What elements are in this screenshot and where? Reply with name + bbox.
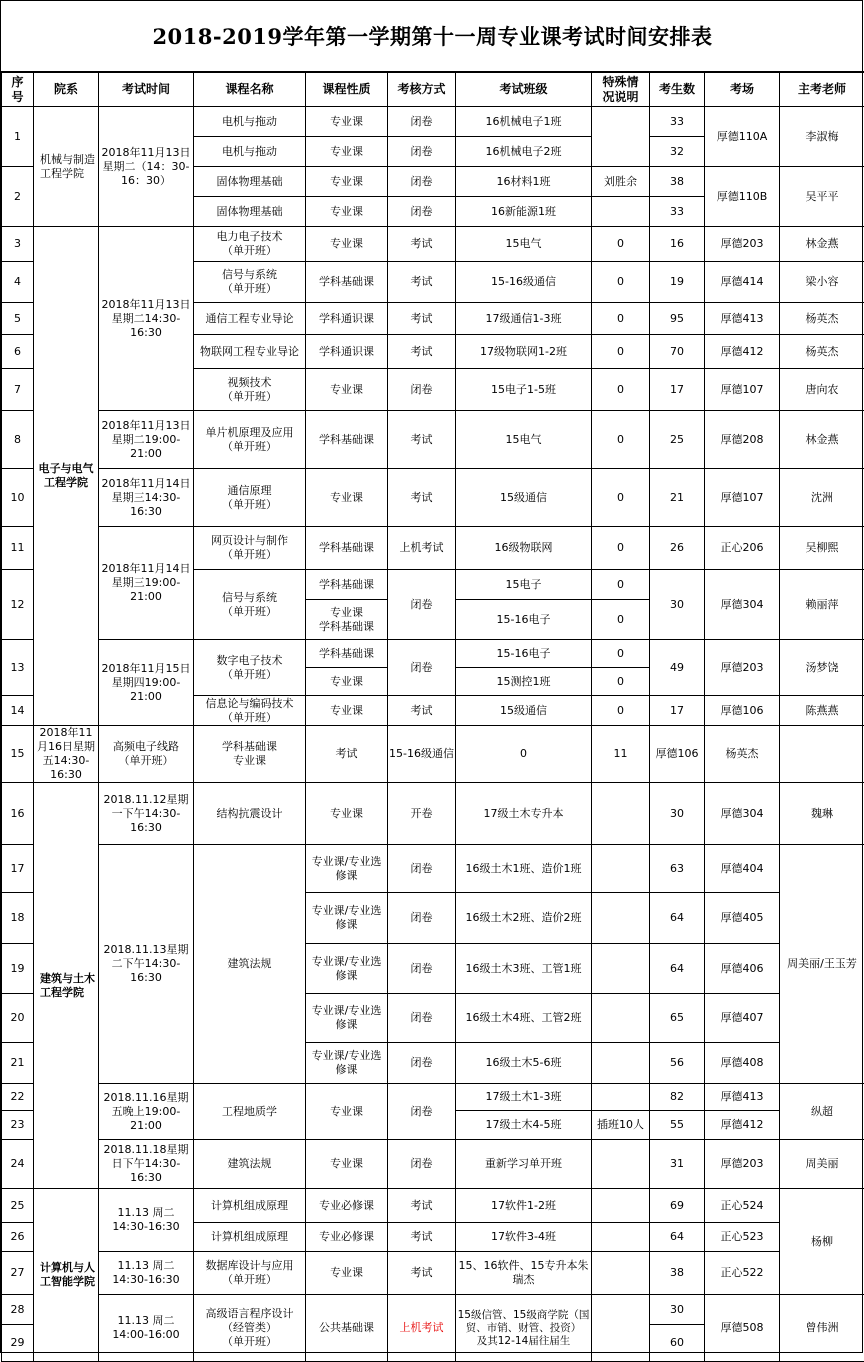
special-cell	[592, 893, 650, 944]
table-row	[2, 726, 864, 783]
seq-cell: 17	[2, 845, 34, 893]
seq-cell: 8	[2, 411, 34, 469]
nature-cell: 专业课	[306, 1140, 388, 1189]
count-cell: 70	[650, 335, 705, 369]
seq-cell: 16	[2, 783, 34, 845]
count-cell: 65	[650, 994, 705, 1043]
nature-cell: 专业课/专业选修课	[306, 1043, 388, 1084]
teacher-cell: 纵超	[780, 1084, 864, 1140]
nature-cell: 专业课	[306, 1252, 388, 1295]
header-row	[2, 73, 864, 107]
course-cell: 信号与系统 （单开班）	[194, 570, 306, 640]
course-cell: 电机与拖动	[194, 137, 306, 167]
time-cell: 2018年11月14日星期三19:00-21:00	[99, 527, 194, 640]
count-cell: 16	[650, 227, 705, 262]
header-special: 特殊情 况说明	[592, 73, 650, 107]
seq-cell: 19	[2, 944, 34, 994]
special-cell	[592, 197, 650, 227]
count-cell: 49	[650, 640, 705, 696]
special-cell	[592, 1084, 650, 1111]
teacher-cell: 吴柳熙	[780, 527, 864, 570]
count-cell: 38	[650, 167, 705, 197]
teacher-cell: 林金燕	[780, 227, 864, 262]
teacher-cell: 汤梦饶	[780, 640, 864, 696]
dept-cell: 机械与制造工程学院	[34, 107, 99, 227]
room-cell: 厚德107	[705, 369, 780, 411]
header-teacher: 主考老师	[780, 73, 864, 107]
method-cell: 开卷	[388, 783, 456, 845]
count-cell: 30	[650, 1295, 705, 1325]
class-cell: 15电子1-5班	[456, 369, 592, 411]
count-cell: 21	[650, 469, 705, 527]
class-cell: 16级物联网	[456, 527, 592, 570]
class-cell: 15-16电子	[456, 600, 592, 640]
course-cell: 高级语言程序设计 （经管类） （单开班）	[194, 1295, 306, 1362]
count-cell: 33	[650, 107, 705, 137]
method-cell: 上机考试	[388, 527, 456, 570]
course-cell: 网页设计与制作 （单开班）	[194, 527, 306, 570]
room-cell: 厚德110A	[705, 107, 780, 167]
room-cell: 厚德508	[705, 1295, 780, 1362]
time-cell: 2018.11.12星期一下午14:30-16:30	[99, 783, 194, 845]
method-cell: 闭卷	[388, 1084, 456, 1140]
special-cell: 0	[592, 696, 650, 726]
special-cell: 0	[592, 640, 650, 668]
method-cell: 考试	[388, 1252, 456, 1295]
class-cell: 16级土木4班、工管2班	[456, 994, 592, 1043]
seq-cell: 11	[2, 527, 34, 570]
seq-cell: 5	[2, 303, 34, 335]
nature-cell: 学科基础课	[306, 262, 388, 303]
table-row	[2, 1084, 864, 1111]
exam-schedule-table	[1, 72, 864, 1362]
method-cell: 闭卷	[388, 893, 456, 944]
class-cell: 16级土木1班、造价1班	[456, 845, 592, 893]
class-cell: 15电气	[456, 227, 592, 262]
class-cell: 15-16级通信	[456, 262, 592, 303]
class-cell: 17级物联网1-2班	[456, 335, 592, 369]
special-cell	[592, 1140, 650, 1189]
method-cell: 闭卷	[388, 640, 456, 696]
class-cell: 17级通信1-3班	[456, 303, 592, 335]
teacher-cell: 林金燕	[780, 411, 864, 469]
count-cell: 69	[650, 1189, 705, 1223]
header-course: 课程名称	[194, 73, 306, 107]
count-cell: 25	[650, 411, 705, 469]
course-cell: 数字电子技术 （单开班）	[194, 640, 306, 696]
room-cell: 厚德203	[705, 1140, 780, 1189]
room-cell: 厚德208	[705, 411, 780, 469]
teacher-cell: 李淑梅	[780, 107, 864, 167]
header-seq: 序 号	[2, 73, 34, 107]
special-cell: 0	[592, 411, 650, 469]
nature-cell: 专业必修课	[306, 1223, 388, 1252]
special-cell	[592, 944, 650, 994]
nature-cell: 专业课	[306, 668, 388, 696]
seq-cell: 26	[2, 1223, 34, 1252]
special-cell: 0	[592, 668, 650, 696]
course-cell: 工程地质学	[194, 1084, 306, 1140]
count-cell: 31	[650, 1140, 705, 1189]
course-cell: 数据库设计与应用 （单开班）	[194, 1252, 306, 1295]
course-cell: 单片机原理及应用 （单开班）	[194, 411, 306, 469]
course-cell: 物联网工程专业导论	[194, 335, 306, 369]
room-cell: 厚德107	[705, 469, 780, 527]
method-cell: 闭卷	[388, 137, 456, 167]
seq-cell: 27	[2, 1252, 34, 1295]
seq-cell: 7	[2, 369, 34, 411]
teacher-cell: 曾伟洲	[780, 1295, 864, 1362]
room-cell: 正心206	[705, 527, 780, 570]
seq-cell: 1	[2, 107, 34, 167]
seq-cell: 13	[2, 640, 34, 696]
special-cell	[592, 845, 650, 893]
nature-cell: 专业课	[306, 1084, 388, 1140]
room-cell: 厚德110B	[705, 167, 780, 227]
count-cell: 26	[650, 527, 705, 570]
class-cell: 15电气	[456, 411, 592, 469]
seq-cell: 22	[2, 1084, 34, 1111]
room-cell: 厚德106	[650, 726, 705, 783]
time-cell: 2018年11月13日星期二14:30-16:30	[99, 227, 194, 411]
room-cell: 厚德413	[705, 303, 780, 335]
dept-cell: 计算机与人工智能学院	[34, 1189, 99, 1362]
teacher-cell: 赖丽萍	[780, 570, 864, 640]
method-cell: 闭卷	[388, 1140, 456, 1189]
room-cell: 厚德408	[705, 1043, 780, 1084]
teacher-cell: 杨柳	[780, 1189, 864, 1295]
room-cell: 厚德304	[705, 570, 780, 640]
nature-cell: 学科基础课	[306, 640, 388, 668]
class-cell: 16级土木3班、工管1班	[456, 944, 592, 994]
nature-cell: 学科基础课	[306, 527, 388, 570]
special-cell: 插班10人	[592, 1111, 650, 1140]
teacher-cell: 杨英杰	[705, 726, 780, 783]
count-cell: 17	[650, 369, 705, 411]
seq-cell: 29	[2, 1325, 34, 1362]
table-row	[2, 469, 864, 527]
special-cell: 0	[592, 469, 650, 527]
room-cell: 厚德412	[705, 335, 780, 369]
method-cell: 考试	[388, 262, 456, 303]
method-cell: 考试	[388, 469, 456, 527]
class-cell: 17级土木专升本	[456, 783, 592, 845]
room-cell: 正心524	[705, 1189, 780, 1223]
teacher-cell: 沈洲	[780, 469, 864, 527]
room-cell: 厚德304	[705, 783, 780, 845]
special-cell: 0	[592, 600, 650, 640]
nature-cell: 学科通识课	[306, 303, 388, 335]
seq-cell: 21	[2, 1043, 34, 1084]
dept-cell: 电子与电气工程学院	[34, 227, 99, 726]
special-cell: 0	[592, 527, 650, 570]
nature-cell: 学科基础课	[306, 411, 388, 469]
class-cell: 16机械电子2班	[456, 137, 592, 167]
time-cell: 2018年11月13日星期二19:00-21:00	[99, 411, 194, 469]
count-cell: 38	[650, 1252, 705, 1295]
nature-cell: 专业课/专业选修课	[306, 944, 388, 994]
course-cell: 通信工程专业导论	[194, 303, 306, 335]
special-cell: 0	[592, 262, 650, 303]
nature-cell: 专业课	[306, 197, 388, 227]
course-cell: 电机与拖动	[194, 107, 306, 137]
seq-cell: 24	[2, 1140, 34, 1189]
seq-cell: 14	[2, 696, 34, 726]
count-cell: 56	[650, 1043, 705, 1084]
teacher-cell: 吴平平	[780, 167, 864, 227]
class-cell: 15级通信	[456, 469, 592, 527]
count-cell: 64	[650, 944, 705, 994]
seq-cell: 23	[2, 1111, 34, 1140]
method-cell: 考试	[388, 696, 456, 726]
method-cell: 闭卷	[388, 845, 456, 893]
teacher-cell: 陈燕燕	[780, 696, 864, 726]
room-cell: 厚德203	[705, 640, 780, 696]
class-cell: 15级通信	[456, 696, 592, 726]
nature-cell: 专业课/专业选修课	[306, 994, 388, 1043]
table-row	[2, 783, 864, 845]
room-cell: 正心523	[705, 1223, 780, 1252]
method-cell: 考试	[388, 1189, 456, 1223]
special-cell: 0	[592, 570, 650, 600]
nature-cell: 学科通识课	[306, 335, 388, 369]
method-cell: 闭卷	[388, 944, 456, 994]
nature-cell: 专业课	[306, 469, 388, 527]
teacher-cell: 周美丽/王玉芳	[780, 845, 864, 1084]
time-cell: 2018.11.16星期五晚上19:00-21:00	[99, 1084, 194, 1140]
special-cell	[592, 994, 650, 1043]
count-cell: 32	[650, 137, 705, 167]
seq-cell: 6	[2, 335, 34, 369]
class-cell: 16材料1班	[456, 167, 592, 197]
time-cell: 2018年11月16日星期五14:30-16:30	[34, 726, 99, 783]
page-title: 2018-2019学年第一学期第十一周专业课考试时间安排表	[1, 1, 864, 72]
count-cell: 60	[650, 1325, 705, 1362]
method-cell: 闭卷	[388, 369, 456, 411]
count-cell: 95	[650, 303, 705, 335]
teacher-cell: 杨英杰	[780, 335, 864, 369]
special-cell: 0	[592, 369, 650, 411]
seq-cell: 18	[2, 893, 34, 944]
method-cell: 考试	[388, 1223, 456, 1252]
room-cell: 厚德406	[705, 944, 780, 994]
header-nature: 课程性质	[306, 73, 388, 107]
class-cell: 16新能源1班	[456, 197, 592, 227]
class-cell: 16机械电子1班	[456, 107, 592, 137]
method-cell: 考试	[388, 227, 456, 262]
table-row	[2, 527, 864, 570]
room-cell: 厚德407	[705, 994, 780, 1043]
count-cell: 64	[650, 1223, 705, 1252]
nature-cell: 专业课	[306, 783, 388, 845]
class-cell: 15-16级通信	[388, 726, 456, 783]
room-cell: 厚德404	[705, 845, 780, 893]
table-row	[2, 107, 864, 137]
seq-cell: 20	[2, 994, 34, 1043]
header-method: 考核方式	[388, 73, 456, 107]
class-cell: 17级土木4-5班	[456, 1111, 592, 1140]
dept-cell: 建筑与土木工程学院	[34, 783, 99, 1189]
seq-cell: 10	[2, 469, 34, 527]
nature-cell: 专业课/专业选修课	[306, 893, 388, 944]
special-cell	[592, 783, 650, 845]
method-cell: 闭卷	[388, 107, 456, 137]
header-count: 考生数	[650, 73, 705, 107]
nature-cell: 专业课	[306, 167, 388, 197]
seq-cell: 28	[2, 1295, 34, 1325]
class-cell: 17级土木1-3班	[456, 1084, 592, 1111]
room-cell: 厚德405	[705, 893, 780, 944]
time-cell: 2018年11月14日星期三14:30-16:30	[99, 469, 194, 527]
course-cell: 固体物理基础	[194, 197, 306, 227]
class-cell: 重新学习单开班	[456, 1140, 592, 1189]
nature-cell: 专业课	[306, 107, 388, 137]
special-cell: 0	[592, 303, 650, 335]
nature-cell: 专业课	[306, 369, 388, 411]
teacher-cell: 唐向农	[780, 369, 864, 411]
special-cell: 0	[592, 227, 650, 262]
method-cell: 考试	[388, 335, 456, 369]
nature-cell: 专业课 学科基础课	[306, 600, 388, 640]
header-time: 考试时间	[99, 73, 194, 107]
teacher-cell: 杨英杰	[780, 303, 864, 335]
seq-cell: 3	[2, 227, 34, 262]
course-cell: 电力电子技术 （单开班）	[194, 227, 306, 262]
seq-cell: 12	[2, 570, 34, 640]
course-cell: 高频电子线路 （单开班）	[99, 726, 194, 783]
seq-cell: 2	[2, 167, 34, 227]
table-row	[2, 227, 864, 262]
special-cell: 刘胜余	[592, 167, 650, 197]
nature-cell: 学科基础课	[306, 570, 388, 600]
class-cell: 15电子	[456, 570, 592, 600]
class-cell: 17软件3-4班	[456, 1223, 592, 1252]
room-cell: 厚德413	[705, 1084, 780, 1111]
special-cell	[592, 1189, 650, 1223]
room-cell: 厚德412	[705, 1111, 780, 1140]
table-row	[2, 1140, 864, 1189]
time-cell: 2018年11月13日星期二（14：30-16：30）	[99, 107, 194, 227]
special-cell	[592, 1043, 650, 1084]
time-cell: 11.13 周二14:30-16:30	[99, 1189, 194, 1252]
count-cell: 19	[650, 262, 705, 303]
seq-cell: 25	[2, 1189, 34, 1223]
count-cell: 17	[650, 696, 705, 726]
time-cell: 2018.11.13星期二下午14:30-16:30	[99, 845, 194, 1084]
table-row	[2, 1189, 864, 1223]
class-cell: 15级信管、15级商学院（国贸、市销、财管、投资） 及其12-14届往届生	[456, 1295, 592, 1362]
course-cell: 信息论与编码技术 （单开班）	[194, 696, 306, 726]
header-class: 考试班级	[456, 73, 592, 107]
method-cell: 考试	[388, 411, 456, 469]
special-cell	[592, 1252, 650, 1295]
count-cell: 30	[650, 570, 705, 640]
class-cell: 16级土木2班、造价2班	[456, 893, 592, 944]
seq-cell: 15	[2, 726, 34, 783]
course-cell: 信号与系统 （单开班）	[194, 262, 306, 303]
count-cell: 63	[650, 845, 705, 893]
method-cell: 闭卷	[388, 197, 456, 227]
seq-cell: 4	[2, 262, 34, 303]
class-cell: 15、16软件、15专升本朱瑞杰	[456, 1252, 592, 1295]
nature-cell: 专业课	[306, 227, 388, 262]
time-cell: 2018.11.18星期日下午14:30-16:30	[99, 1140, 194, 1189]
method-cell: 上机考试	[388, 1295, 456, 1362]
nature-cell: 学科基础课 专业课	[194, 726, 306, 783]
method-cell: 考试	[306, 726, 388, 783]
course-cell: 建筑法规	[194, 1140, 306, 1189]
course-cell: 视频技术 （单开班）	[194, 369, 306, 411]
table-row	[2, 411, 864, 469]
count-cell: 30	[650, 783, 705, 845]
nature-cell: 专业课/专业选修课	[306, 845, 388, 893]
method-cell: 闭卷	[388, 1043, 456, 1084]
room-cell: 厚德106	[705, 696, 780, 726]
table-row	[2, 1252, 864, 1295]
class-cell: 17软件1-2班	[456, 1189, 592, 1223]
special-cell	[592, 1295, 650, 1362]
course-cell: 结构抗震设计	[194, 783, 306, 845]
special-cell: 0	[456, 726, 592, 783]
teacher-cell: 梁小容	[780, 262, 864, 303]
nature-cell: 专业必修课	[306, 1189, 388, 1223]
course-cell: 建筑法规	[194, 845, 306, 1084]
header-room: 考场	[705, 73, 780, 107]
table-row	[2, 1295, 864, 1325]
teacher-cell: 周美丽	[780, 1140, 864, 1189]
special-cell	[592, 107, 650, 167]
course-cell: 计算机组成原理	[194, 1223, 306, 1252]
class-cell: 15测控1班	[456, 668, 592, 696]
count-cell: 82	[650, 1084, 705, 1111]
method-cell: 考试	[388, 303, 456, 335]
class-cell: 16级土木5-6班	[456, 1043, 592, 1084]
course-cell: 通信原理 （单开班）	[194, 469, 306, 527]
teacher-cell: 魏琳	[780, 783, 864, 845]
room-cell: 厚德414	[705, 262, 780, 303]
course-cell: 计算机组成原理	[194, 1189, 306, 1223]
count-cell: 64	[650, 893, 705, 944]
header-dept: 院系	[34, 73, 99, 107]
nature-cell: 专业课	[306, 137, 388, 167]
special-cell: 0	[592, 335, 650, 369]
course-cell: 固体物理基础	[194, 167, 306, 197]
class-cell: 15-16电子	[456, 640, 592, 668]
count-cell: 11	[592, 726, 650, 783]
time-cell: 11.13 周二14:00-16:00	[99, 1295, 194, 1362]
method-cell: 闭卷	[388, 167, 456, 197]
nature-cell: 公共基础课	[306, 1295, 388, 1362]
time-cell: 2018年11月15日星期四19:00-21:00	[99, 640, 194, 726]
method-cell: 闭卷	[388, 994, 456, 1043]
special-cell	[592, 1223, 650, 1252]
time-cell: 11.13 周二14:30-16:30	[99, 1252, 194, 1295]
room-cell: 正心522	[705, 1252, 780, 1295]
nature-cell: 专业课	[306, 696, 388, 726]
table-row	[2, 845, 864, 893]
table-row	[2, 640, 864, 668]
count-cell: 55	[650, 1111, 705, 1140]
count-cell: 33	[650, 197, 705, 227]
method-cell: 闭卷	[388, 570, 456, 640]
room-cell: 厚德203	[705, 227, 780, 262]
